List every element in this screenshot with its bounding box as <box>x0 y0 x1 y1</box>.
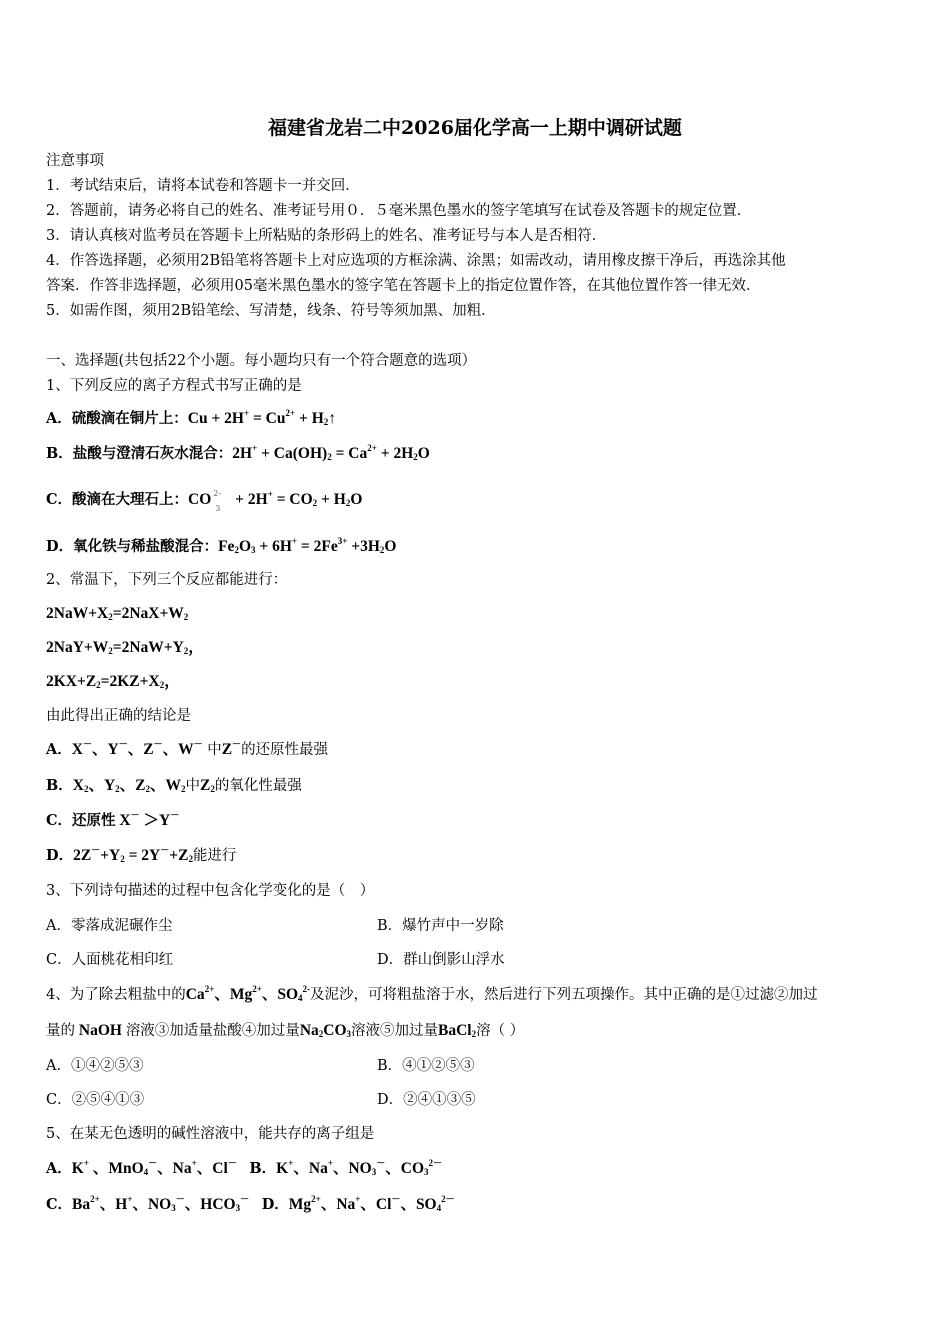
q4-stem-pre: 4、为了除去粗盐中的 <box>46 987 186 1003</box>
q1-stem: 1、下列反应的离子方程式书写正确的是 <box>46 378 302 394</box>
q3-option-a: A．零落成泥碾作尘 <box>46 918 173 934</box>
q4-line2-a: 量的 <box>46 1023 75 1039</box>
q4-stem-line-2: 量的 NaOH 溶液③加适量盐酸④加过量$Na_2CO_3$溶液⑤加过量BaCl$_2$溶（ ） <box>46 1022 525 1039</box>
q4-line2-d: 溶（ ） <box>476 1023 525 1039</box>
q4-line2-c: 溶液⑤加过量 <box>351 1023 439 1039</box>
q2-b-label: B． <box>46 777 73 794</box>
q3-option-d: D．群山倒影山浮水 <box>377 952 505 968</box>
q2-reaction-2: $2NaY+W_2=2NaW+Y_2$， <box>46 639 204 656</box>
q5-d-label: D． <box>261 1196 289 1213</box>
q2-option-a: A．X－、Y－、Z－、W－ 中Z－的还原性最强 <box>46 739 329 758</box>
q1-c-label: C．酸滴在大理石上： <box>46 491 189 508</box>
q5-options-ab: A．K+ 、MnO$_4$－、Na+、Cl－ B．K+、Na+、$NO_3^-$、$CO_3^{2-}$ <box>46 1158 443 1177</box>
q4-line2-b: 溶液③加适量盐酸④加过量 <box>125 1023 300 1039</box>
q1-d-label: D．氧化铁与稀盐酸混合： <box>46 538 219 555</box>
q2-option-d: D．$2Z^-+Y_2 = 2Y^-+Z_2$能进行 <box>46 845 237 864</box>
q1-option-d: D．氧化铁与稀盐酸混合：$Fe_2O_3 + 6H^+ = 2Fe^{3+} +3H_2O$ <box>46 536 397 555</box>
q3-stem: 3、下列诗句描述的过程中包含化学变化的是（ ） <box>46 883 375 899</box>
q4-option-d: D．②④①③⑤ <box>377 1092 476 1108</box>
q2-conclusion: 由此得出正确的结论是 <box>46 708 191 724</box>
q2-a-label: A． <box>46 741 72 758</box>
q1-a-label: A．硫酸滴在铜片上： <box>46 410 188 427</box>
q1-option-c: C．酸滴在大理石上：CO 2- 3 + $2H^+ = CO_2 + H_2O$ <box>46 489 363 513</box>
notice-item-4: 4．作答选择题，必须用2B铅笔将答题卡上对应选项的方框涂满、涂黑；如需改动，请用橡皮擦干净后，再选涂其他 <box>46 253 786 269</box>
q2-a-end: 的还原性最强 <box>241 742 329 758</box>
q2-c-label: C．还原性 <box>46 812 116 829</box>
q2-option-c: C．还原性 X－ ＞Y－ <box>46 810 180 829</box>
q4-option-c: C．②⑤④①③ <box>46 1092 145 1108</box>
notice-item-4-cont: 答案．作答非选择题，必须用05毫米黑色墨水的签字笔在答题卡上的指定位置作答，在其他位置作答一律无效． <box>46 278 761 294</box>
q2-reaction-3: $2KX+Z_2=2KZ+X_2$， <box>46 673 180 690</box>
q2-a-mid: 中 <box>207 742 222 758</box>
q2-option-b: B．$X_2$、$Y_2$、$Z_2$、$W_2$中$Z_2$的氧化性最强 <box>46 777 302 794</box>
q4-option-a: A．①④②⑤③ <box>46 1058 144 1074</box>
notice-heading: 注意事项 <box>46 153 104 169</box>
q2-stem: 2、常温下，下列三个反应都能进行： <box>46 572 288 588</box>
q2-b-end: 的氧化性最强 <box>214 778 302 794</box>
q5-c-label: C． <box>46 1196 73 1213</box>
q2-d-label: D． <box>46 847 74 864</box>
notice-item-1: 1．考试结束后，请将本试卷和答题卡一并交回． <box>46 178 360 194</box>
notice-item-3: 3．请认真核对监考员在答题卡上所粘贴的条形码上的姓名、准考证号与本人是否相符． <box>46 228 607 244</box>
q4-option-b: B．④①②⑤③ <box>377 1058 475 1074</box>
q2-b-mid: 中 <box>185 778 201 794</box>
q2-d-end: 能进行 <box>192 848 237 864</box>
q1-option-a: A．硫酸滴在铜片上：$Cu + 2H^+ = Cu^{2+}$ + $H_2↑$ <box>46 408 337 427</box>
q4-stem-line-1: 4、为了除去粗盐中的$Ca^{2+}$、$Mg^{2+}$、$SO_4^{2-}$及泥沙，可将粗盐溶于水，然后进行下列五项操作。其中正确的是①过滤②加过 <box>46 984 818 1003</box>
section-heading: 一、选择题(共包括22个小题。每小题均只有一个符合题意的选项） <box>46 353 477 369</box>
q1-option-b: B．盐酸与澄清石灰水混合：$2H^+ + Ca(OH)_2 = Ca^{2+} + 2H_2O$ <box>46 443 430 462</box>
q5-stem: 5、在某无色透明的碱性溶液中，能共存的离子组是 <box>46 1126 375 1142</box>
notice-item-5: 5．如需作图，须用2B铅笔绘、写清楚，线条、符号等须加黑、加粗． <box>46 303 496 319</box>
notice-item-2: 2．答题前，请务必将自己的姓名、准考证号用０．５毫米黑色墨水的签字笔填写在试卷及答题卡的规定位置． <box>46 203 752 219</box>
q4-stem-mid: 及泥沙，可将粗盐溶于水，然后进行下列五项操作。其中正确的是①过滤②加过 <box>310 987 818 1003</box>
q2-reaction-1: $2NaW+X_2=2NaX+W_2$ <box>46 605 189 622</box>
q3-option-b: B．爆竹声中一岁除 <box>377 918 504 934</box>
q3-option-c: C．人面桃花相印红 <box>46 952 174 968</box>
q1-b-label: B．盐酸与澄清石灰水混合： <box>46 445 233 462</box>
q5-b-label: B． <box>249 1160 277 1177</box>
q5-options-cd: C．$Ba^{2+}$、H+、$NO_3^-$、$HCO_3^-$ D．$Mg^{2+}$、Na+、Cl－、$SO_4^{2-}$ <box>46 1194 455 1213</box>
q5-a-label: A． <box>46 1160 72 1177</box>
exam-title: 福建省龙岩二中2026届化学高一上期中调研试题 <box>268 117 682 139</box>
